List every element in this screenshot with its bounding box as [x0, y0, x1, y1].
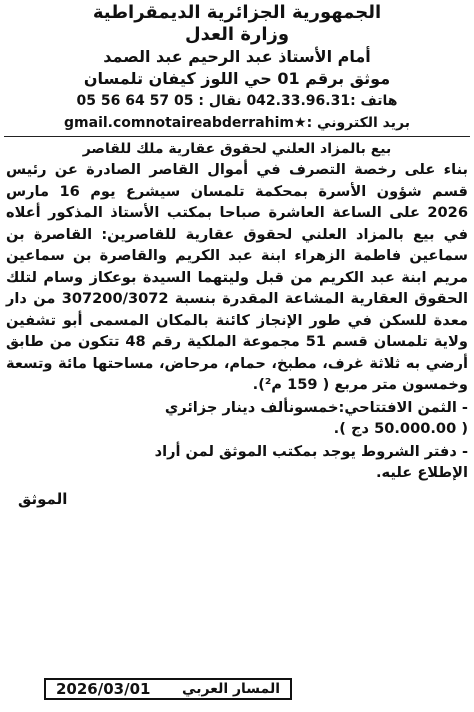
opening-price — [4, 397, 470, 440]
body-paragraph: بناء على رخصة التصرف في أموال القاصر الصادرة عن رئيس قسم شؤون الأسرة بمحكمة تلمسان سيشرع يوم 16 مارس 2026 على الساعة العاشرة صباحا بمكتب الأستاذ المذكور أعلاه في بيع بالمزاد العلني لحقوق عقارية للقاصرين: القاصرة بن سماعين فاطمة الزهراء ابنة عبد الكريم والقاصرة بن سماعين مريم ابنة عبد الكريم من قبل وليتهما السيدة بوعكاز وسام لتلك الحقوق العقارية المشاعة المقدرة بنسبة 307200/3072 من دار معدة للسكن في طور الإنجاز كائنة بالمكان المسمى أبو تشفين ولاية تلمسان قسم 51 مجموعة الملكية رقم 48 تتكون من طابق أرضي به ثلاثة غرف، مطبخ، حمام، مرحاض، مساحتها مائة وتسعة وخمسون متر مربع ( 159 م²). — [6, 161, 468, 393]
notice-header — [4, 2, 470, 134]
conditions-note — [4, 441, 470, 484]
header-ministry: وزارة العدل — [184, 24, 290, 45]
conditions-line-2: الإطلاع عليه. — [375, 464, 468, 481]
sale-title: بيع بالمزاد العلني لحقوق عقارية ملك للقاصر — [82, 141, 392, 157]
header-notary-name: أمام الأستاذ عبد الرحيم عبد الصمد — [103, 47, 371, 66]
header-phone: هاتف :042.33.96.31 نقال : 05 57 64 56 05 — [76, 93, 398, 109]
header-email: بريد الكتروني :★gmail.comnotaireabderrahim — [64, 115, 410, 131]
publication-date: 2026/03/01 — [56, 680, 151, 698]
notary-signature: الموثق — [18, 489, 68, 508]
legal-notice — [4, 2, 470, 708]
publication-footer — [44, 678, 292, 700]
newspaper-name: المسار العربي — [182, 681, 280, 697]
header-notary-address: موثق برقم 01 حي اللوز كيفان تلمسان — [83, 69, 391, 88]
notice-body — [4, 159, 470, 396]
separator — [4, 136, 470, 137]
price-line: - الثمن الافتتاحي:خمسونألف دينار جزائري — [164, 398, 468, 416]
conditions-line: - دفتر الشروط يوجد بمكتب الموثق لمن أراد — [154, 442, 468, 460]
header-republic: الجمهورية الجزائرية الديمقراطية — [92, 2, 382, 23]
price-amount: ( 50.000.00 دج ). — [333, 420, 468, 437]
